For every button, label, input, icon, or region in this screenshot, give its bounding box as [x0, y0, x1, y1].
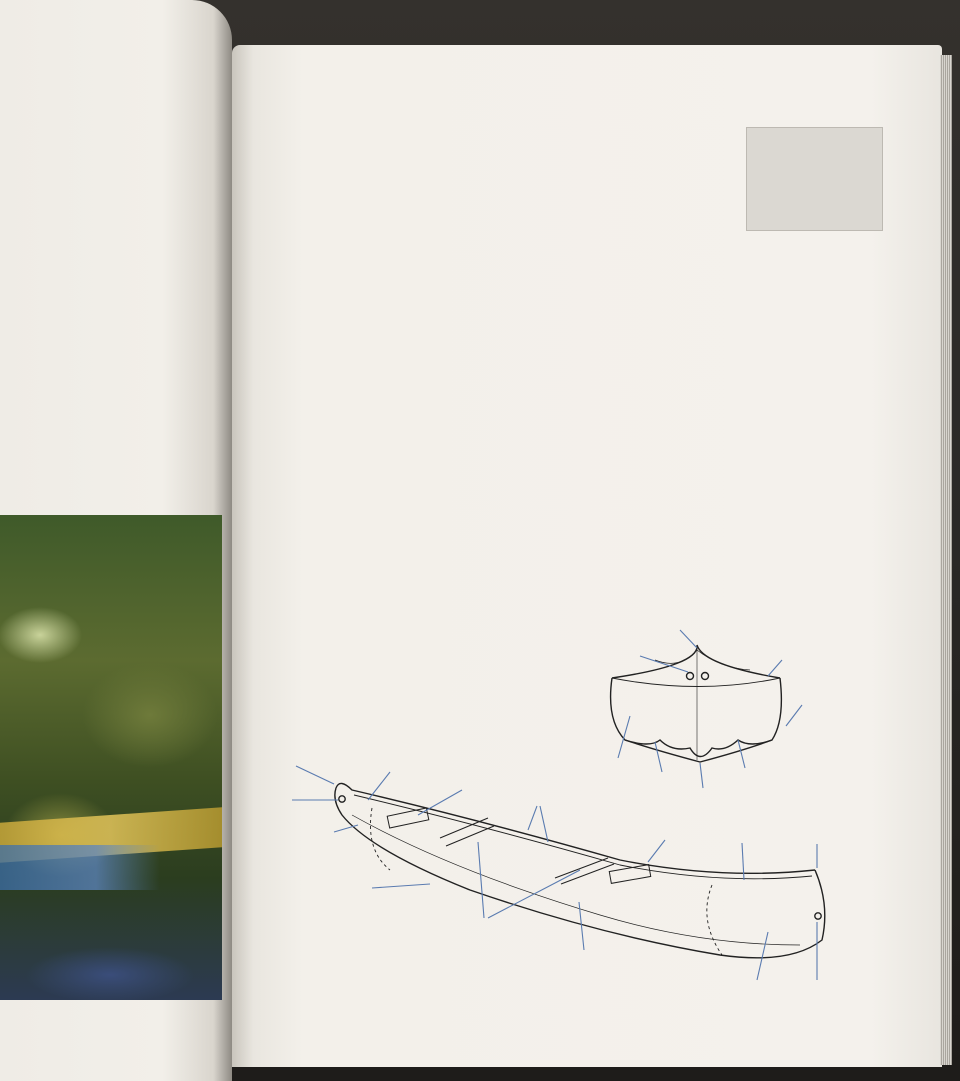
front-view-leaders: [618, 630, 802, 788]
canoe-front-view: [611, 645, 782, 762]
